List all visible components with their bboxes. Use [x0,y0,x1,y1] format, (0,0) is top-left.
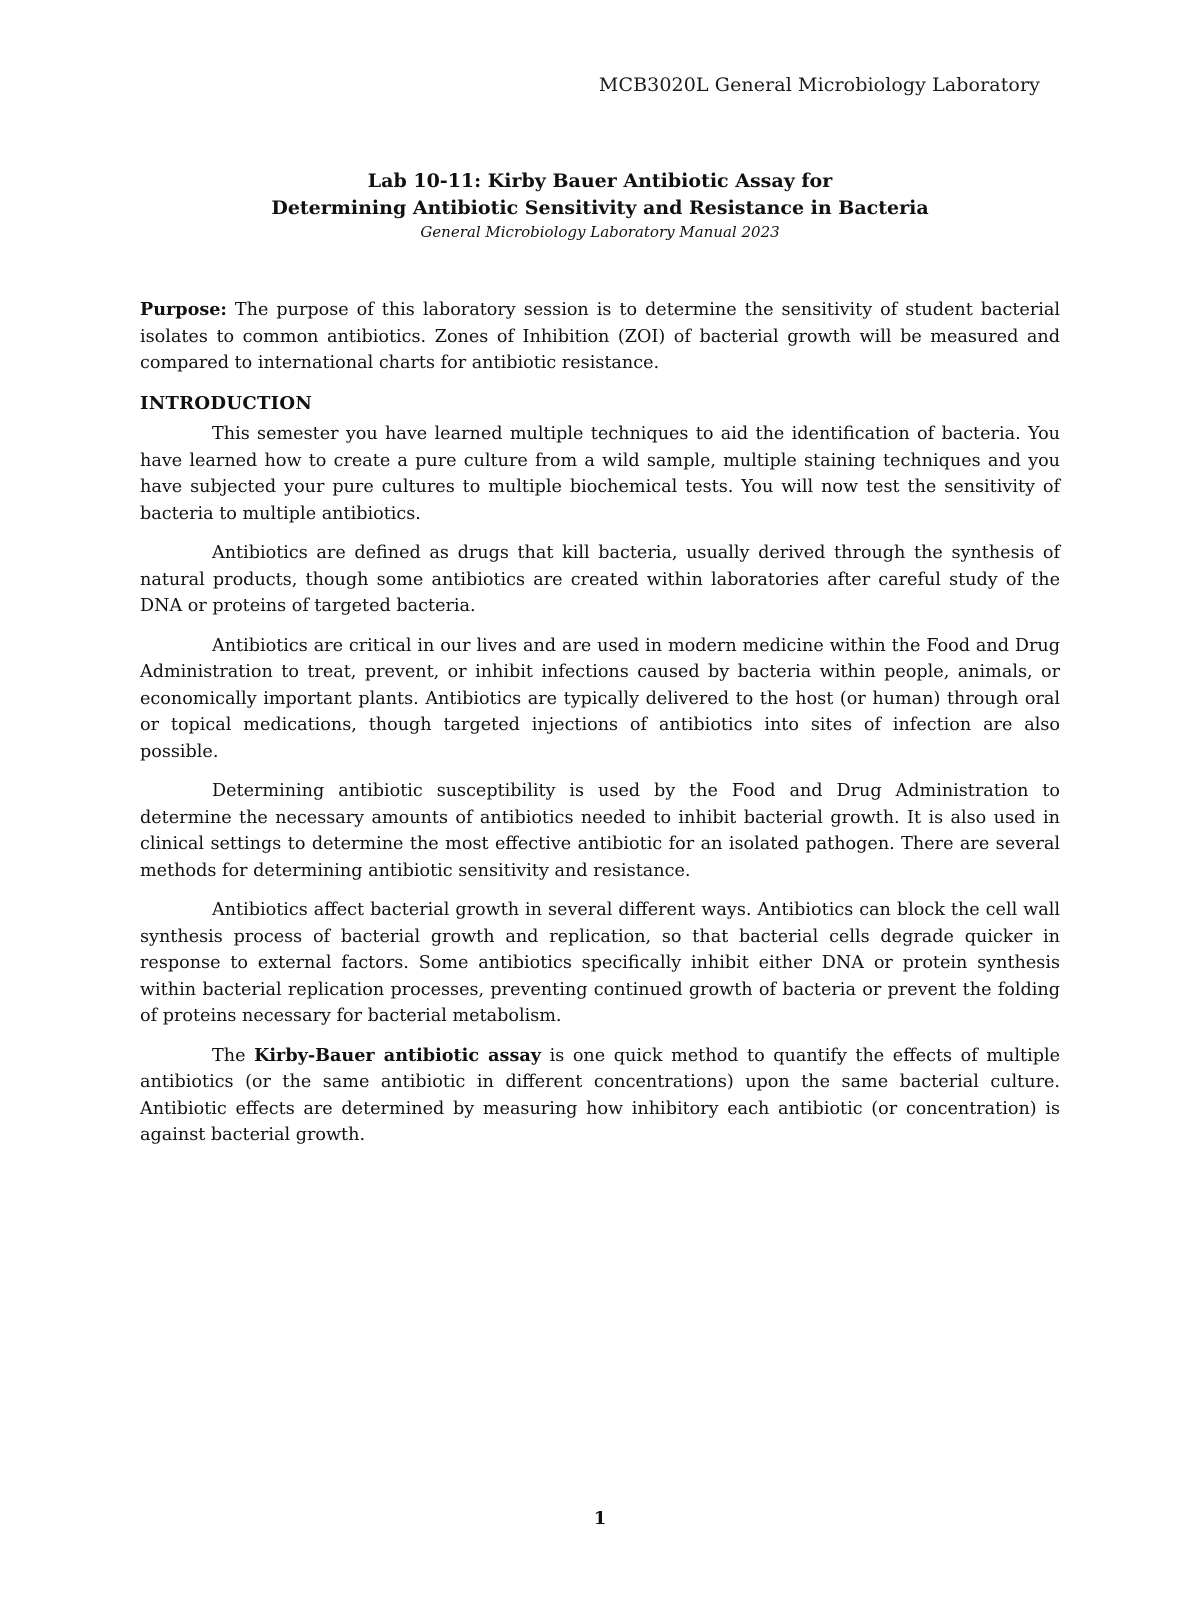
document-title-line-2: Determining Antibiotic Sensitivity and Resistance in Bacteria [271,197,929,219]
intro-paragraph: Antibiotics are critical in our lives and are used in modern medicine within the Food and Drug Administration to treat, prevent, or inhibit infections caused by bacteria within people, animals, or economically important plants. Antibiotics are typically delivered to the host (or human) through oral or topical medications, though targeted injections of antibiotics into sites of infection are also possible. [140,635,1060,762]
document-title-line-1: Lab 10-11: Kirby Bauer Antibiotic Assay for [367,170,833,192]
purpose-label: Purpose: [140,299,227,320]
intro-paragraph: This semester you have learned multiple techniques to aid the identification of bacteria. You have learned how to create a pure culture from a wild sample, multiple staining techniques and you have subjected your pure cultures to multiple biochemical tests. You will now test the sensitivity of bacteria to multiple antibiotics. [140,424,1060,524]
kirby-bauer-text: is one quick method to quantify the effects of multiple antibiotics (or the same antibiotic in different concentrations) upon the same bacterial culture. Antibiotic effects are determined by measuring how inhibitory each antibiotic (or concentration) is against bacterial growth. [140,1045,1060,1145]
page-number: 1 [593,1508,607,1529]
title-block [140,168,1060,242]
kirby-bauer-paragraph [140,1043,1060,1149]
running-header: MCB3020L General Microbiology Laboratory [598,74,1040,96]
intro-paragraph: Antibiotics affect bacterial growth in several different ways. Antibiotics can block the cell wall synthesis process of bacterial growth and replication, so that bacterial cells degrade quicker in response to external factors. Some antibiotics specifically inhibit either DNA or protein synthesis within bacterial replication processes, preventing continued growth of bacteria or prevent the folding of proteins necessary for bacterial metabolism. [140,900,1060,1026]
introduction-heading: INTRODUCTION [140,392,313,414]
purpose-paragraph [140,297,1060,377]
document-subtitle: General Microbiology Laboratory Manual 2023 [420,223,780,241]
intro-paragraph: Antibiotics are defined as drugs that kill bacteria, usually derived through the synthesis of natural products, though some antibiotics are created within laboratories after careful study of the DNA or proteins of targeted bacteria. [140,543,1060,616]
kirby-bauer-term: Kirby-Bauer antibiotic assay [254,1044,541,1066]
document-body [140,297,1060,1162]
purpose-text: The purpose of this laboratory session is to determine the sensitivity of student bacterial isolates to common antibiotics. Zones of Inhibition (ZOI) of bacterial growth will be measured and compared to international charts for antibiotic resistance. [140,300,1060,373]
intro-paragraph: Determining antibiotic susceptibility is used by the Food and Drug Administration to determine the necessary amounts of antibiotics needed to inhibit bacterial growth. It is also used in clinical settings to determine the most effective antibiotic for an isolated pathogen. There are several methods for determining antibiotic sensitivity and resistance. [140,781,1060,881]
kirby-bauer-prefix: The [212,1045,255,1066]
